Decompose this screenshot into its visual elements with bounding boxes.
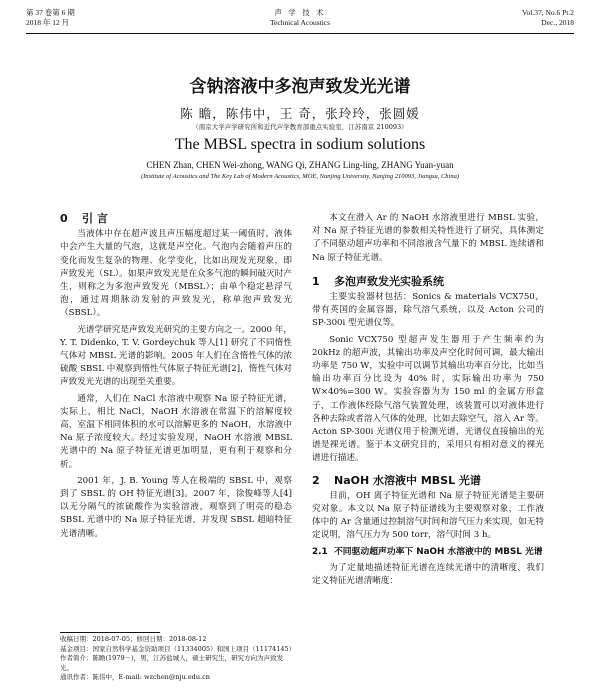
authors-zh: 陈 瞻，陈伟中，王 奇，张玲玲，张圆媛 (180, 106, 420, 121)
authors-en: CHEN Zhan, CHEN Wei-zhong, WANG Qi, ZHANG Ling-ling, ZHANG Yuan-yuan (146, 160, 454, 170)
section-title: NaOH 水溶液中 MBSL 光谱 (334, 473, 481, 487)
footnote-corresponding-author: 通讯作者：陈伟中，E-mail: wzchen@nju.edu.cn (60, 673, 210, 681)
affiliation-zh: （南京大学声学研究所和近代声学教育部重点实验室，江苏南京 210093） (192, 123, 408, 131)
paragraph: Sonic VCX750 型超声发生器用于产生频率约为 20kHz 的超声波，其输出功率及声空化时间可调，最大输出功率是 750 W，实验中可以调节其输出功率百分比，比如当输出功率百分比设为 40% 时，实际输出功率为 750 W×40%=300 W。实验容器为为 150 ml 的金属方形盒子，工作液体经除气溶气装置处理，该装置可以对液体进行各种去除或者溶入气体的处理，比如去除空气，溶入 Ar 等。Acton SP-300i 光谱仪用于检测光谱，光谱仪直接输出的光谱是裸光谱。鉴于本文研究目的，采用只有相对意义的裸光谱进行描述。 (312, 334, 544, 464)
paragraph: 本文在滑入 Ar 的 NaOH 水溶液里进行 MBSL 实验，对 Na 原子特征光谱的参数相关特性进行了研究，具体测定了不同驱动超声功率和不同溶液含气量下的 MBSL 连续谱和 Na 原子特征光谱。 (312, 213, 544, 263)
paragraph: 2001 年，J. B. Young 等人在极端的 SBSL 中，观察到了 SBSL 的 OH 特征光谱[3]。2007 年，徐俊峰等人[4] 以无分隔气的浓硫酸作为实验溶液，观察到了明亮的稳态 SBSL 光谱中的 Na 原子特征光谱，并发现 SBSL 超暗特征光谱清晰。 (60, 475, 292, 539)
section-number: 2 (312, 473, 320, 487)
paragraph: 目前，OH 离子特征光谱和 Na 原子特征光谱是主要研究对象。本文以 Na 原子特征谱线为主要观察对象，工作液体中的 Ar 含量通过控制溶气时间和溶气压力来实现，如无特定说明，溶气压力为 500 torr，溶气时间 3 h。 (312, 490, 544, 541)
section-title: 多泡声致发光实验系统 (334, 274, 444, 288)
paragraph: 通常，人们在 NaCl 水溶液中观察 Na 原子特征光谱，实际上，相比 NaCl，NaOH 水溶液在常温下的溶解度较高，室温下相同体积的水可以溶解更多的 NaOH，水溶液中 Na 原子浓度较大。经过实验发现，NaOH 水溶液 MBSL 光谱中的 Na 原子特征光谱更加明显，更有利于观察和分析。 (60, 393, 292, 470)
footnote-author-bio: 作者简介：陈瞻(1979－)，男，江苏盐城人，硕士研究生，研究方向为声致发光。 (60, 654, 284, 672)
journal-name (26, 8, 574, 28)
journal-volume-en (522, 8, 574, 28)
right-column (312, 212, 544, 591)
section-number: 0 (60, 212, 68, 225)
footnote-received-date: 收稿日期：2018-07-05；修回日期：2018-08-12 (60, 635, 207, 643)
title-zh: 含钠溶液中多泡声致发光光谱 (189, 77, 411, 97)
journal-name-en: Technical Acoustics (269, 18, 331, 27)
section-heading-introduction (60, 212, 292, 225)
header-rule (26, 33, 574, 34)
section-heading-spectra (312, 474, 544, 487)
journal-name-zh: 声 学 技 术 (274, 8, 326, 17)
volume-issue-en: Vol.37, No.6 Pt.2 (522, 8, 574, 17)
paragraph: 主要实验器材包括：Sonics & materials VCX750，带有英国的金属容器，除气溶气系统，以及 Acton 公司的 SP-300i 型光谱仪等。 (312, 292, 544, 329)
section-heading-experiment (312, 275, 544, 288)
footnote-funding: 基金项目：国家自然科学基金资助项目（11334005）和国上项目（11174145） (60, 644, 296, 653)
paragraph: 光谱学研究是声致发光研究的主要方向之一。2000 年，Y. T. Didenko, T. V. Gordeychuk 等人[1] 研究了不同惰性气体对 MBSL 光谱的影响。2005 年人们在含惰性气体的浓硫酸 SBSL 中观察到惰性气体原子特征光谱[2]，惰性气体对声致发光光谱的出现至关重要。 (60, 324, 292, 388)
paragraph: 为了定量地描述特征光谱在连续光谱中的清晰度，我们定义特征光谱清晰度： (312, 562, 544, 587)
title-en: The MBSL spectra in sodium solutions (174, 136, 426, 153)
issue-date-zh: 2018 年 12 月 (26, 18, 70, 27)
left-column (60, 212, 292, 544)
subsection-number: 2.1 (312, 546, 328, 557)
section-title: 引 言 (82, 212, 108, 225)
section-number: 1 (312, 274, 320, 288)
affiliation-en: (Institute of Acoustics and The Key Lab of Modern Acoustics, MOE, Nanjing University, Nanjing 210093, Jiangsu, China) (140, 173, 460, 180)
footnotes (60, 635, 296, 683)
volume-issue: 第 37 卷第 6 期 (26, 8, 75, 17)
footnote-rule (60, 632, 160, 633)
subsection-heading (312, 546, 544, 559)
issue-date-en: Dec., 2018 (541, 18, 574, 27)
subsection-title: 不同驱动超声功率下 NaOH 水溶液中的 MBSL 光谱 (334, 546, 543, 557)
paragraph: 当液体中存在超声波且声压幅度超过某一阈值时，液体中会产生大量的气泡，这就是声空化。气泡内会随着声压的变化而发生复杂的物理、化学变化，比如出现发光现象，即声致发光（SL）。如果声致发光是在众多气泡的瞬间破灭时产生，则称之为多泡声致发光（MBSL）；由单个稳定悬浮气泡，通过周期脉动发射的声致发光，称单泡声致发光（SBSL）。 (60, 229, 292, 319)
